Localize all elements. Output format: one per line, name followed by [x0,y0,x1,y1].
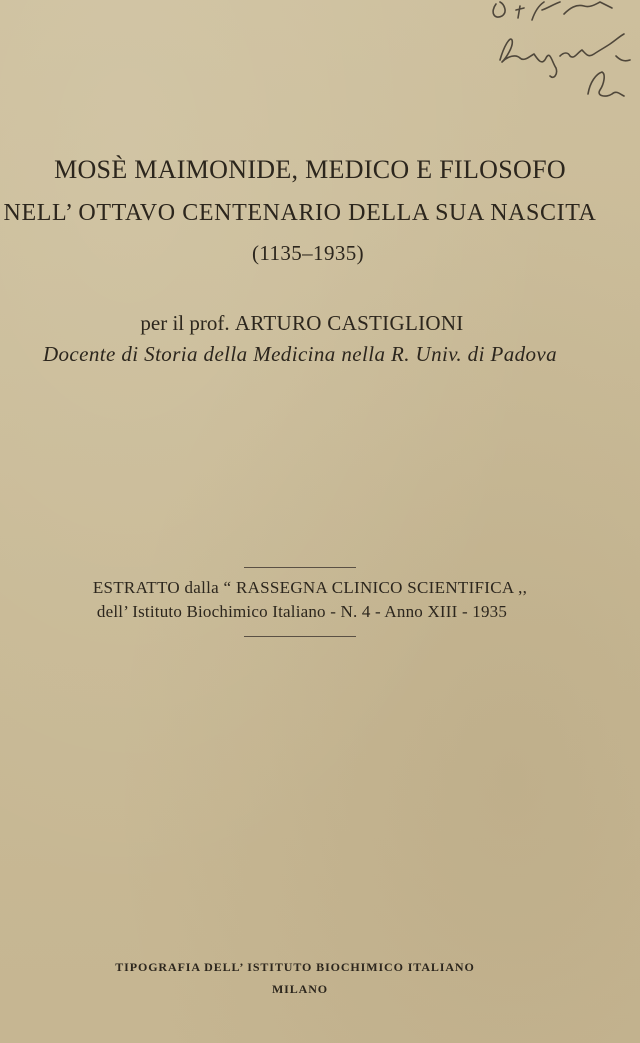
extract-issue: dell’ Istituto Biochimico Italiano - N. 4 - Anno XIII - 1935 [96,602,508,621]
imprint-city: MILANO [271,982,329,996]
divider-top [244,567,356,568]
title-line-1: MOSÈ MAIMONIDE, MEDICO E FILOSOFO [54,155,566,184]
title-line-2: NELL’ OTTAVO CENTENARIO DELLA SUA NASCITA [3,200,597,226]
author-name: ARTURO CASTIGLIONI [234,311,464,335]
divider-bottom [244,636,356,637]
handwriting-scribble-icon [460,0,640,110]
extract-source: ESTRATTO dalla “ RASSEGNA CLINICO SCIENTIFICA ,, [92,578,528,597]
handwritten-annotation [460,0,640,110]
printer-imprint: TIPOGRAFIA DELL’ ISTITUTO BIOCHIMICO ITALIANO [115,960,475,974]
author-affiliation: Docente di Storia della Medicina nella R. Univ. di Padova [42,342,558,366]
title-years: (1135–1935) [251,241,365,265]
author-line [0,311,622,336]
author-prefix: per il prof. [140,311,230,335]
